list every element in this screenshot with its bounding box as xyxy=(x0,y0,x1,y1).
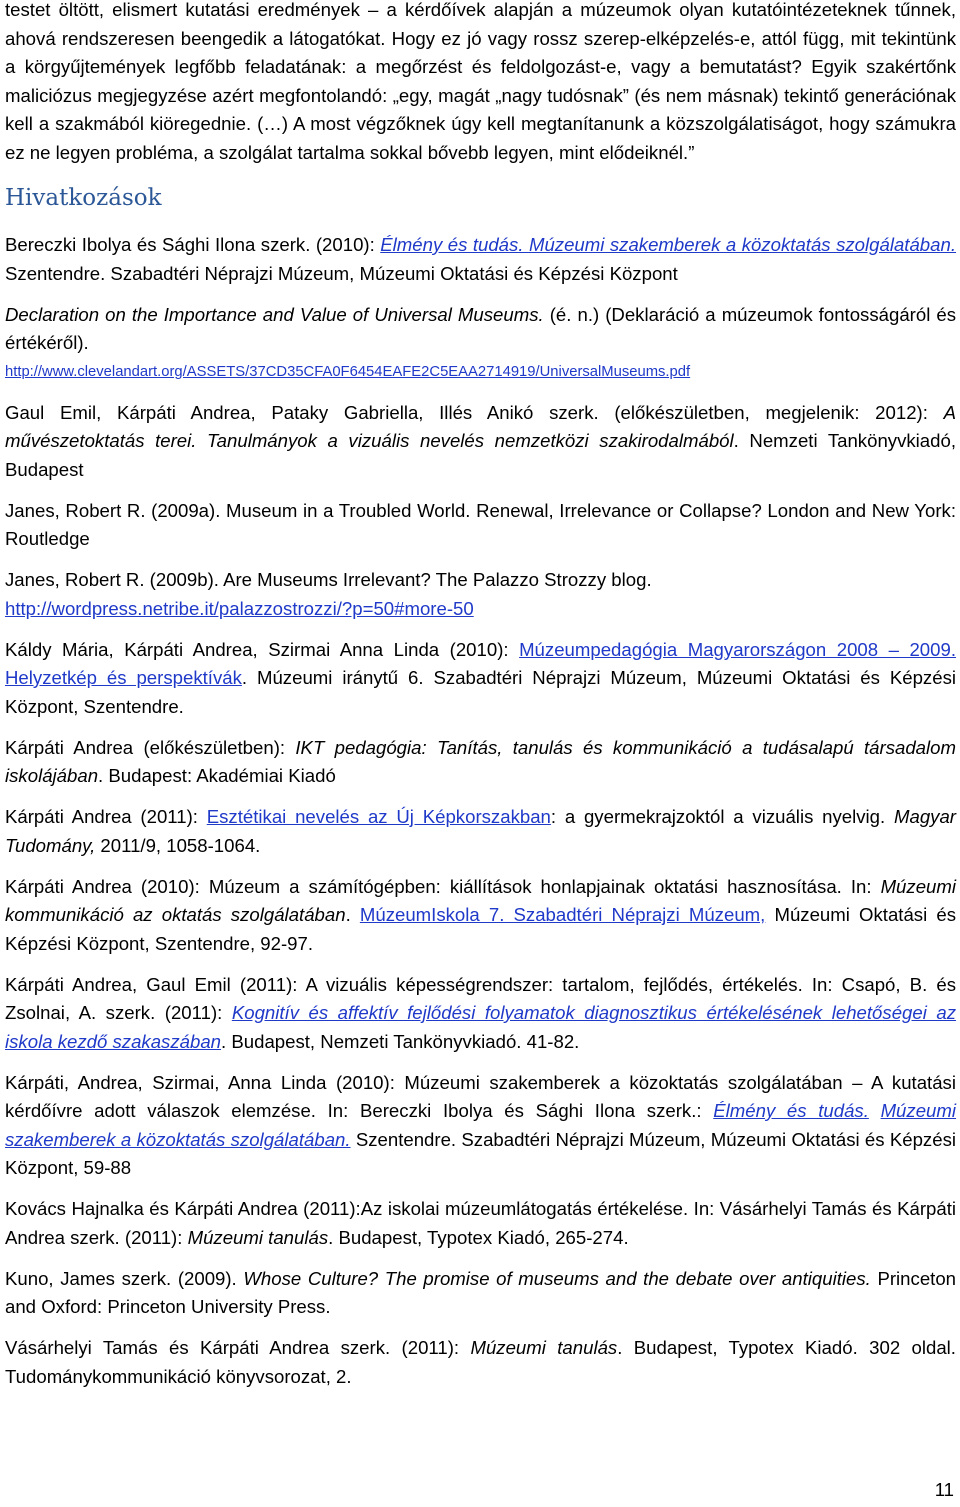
reference-text: . xyxy=(345,904,360,925)
reference-title: Whose Culture? The promise of museums and the debate over antiquities. xyxy=(243,1267,871,1289)
reference-text: Kovács Hajnalka és Kárpáti Andrea (2011):Az iskolai múzeumlátogatás értékelése. In: Vásárhelyi Tamás és Kárpáti Andrea szerk. (2011): xyxy=(5,1198,956,1248)
reference-title: Múzeumi tanulás xyxy=(470,1337,618,1358)
reference-item xyxy=(5,1334,956,1391)
reference-link[interactable]: Élmény és tudás. xyxy=(713,1100,869,1121)
reference-item xyxy=(5,1069,956,1183)
reference-item xyxy=(5,803,956,860)
page-number: 11 xyxy=(934,1479,954,1500)
reference-title: IKT pedagógia: Tanítás, tanulás és kommunikáció a tudásalapú társadalom iskolájában xyxy=(5,736,956,786)
reference-text: . Múzeumi iránytű 6. Szabadtéri Néprajzi Múzeum, Múzeumi Oktatási és Képzési Központ, Szentendre. xyxy=(5,667,956,717)
reference-url-link[interactable]: http://wordpress.netribe.it/palazzostrozzi/?p=50#more-50 xyxy=(5,597,474,619)
reference-text: . Budapest, Typotex Kiadó, 265-274. xyxy=(328,1226,629,1248)
reference-text: Kárpáti Andrea (2011): xyxy=(5,806,207,827)
reference-item xyxy=(5,636,956,722)
reference-text: Princeton and Oxford: Princeton University Press. xyxy=(5,1267,957,1317)
reference-text: Gaul Emil, Kárpáti Andrea, Pataky Gabriella, Illés Anikó szerk. (előkészületben, megjelenik: 2012): xyxy=(5,401,944,423)
reference-list xyxy=(5,231,956,1391)
reference-link[interactable]: Élmény és tudás. Múzeumi szakemberek a közoktatás szolgálatában. xyxy=(380,234,956,255)
reference-link[interactable]: Esztétikai nevelés az Új Képkorszakban xyxy=(206,806,551,827)
reference-item xyxy=(5,231,956,288)
reference-text: Kuno, James szerk. (2009). xyxy=(5,1267,244,1289)
reference-text: . Budapest, Nemzeti Tankönyvkiadó. 41-82. xyxy=(221,1030,580,1052)
reference-text: Bereczki Ibolya és Sághi Ilona szerk. (2010): xyxy=(5,234,381,255)
reference-text xyxy=(869,1100,881,1121)
reference-item xyxy=(5,873,956,959)
reference-text: . Budapest, Typotex Kiadó. 302 oldal. Tudománykommunikáció könyvsorozat, 2. xyxy=(5,1337,956,1387)
reference-title: A művészetoktatás terei. Tanulmányok a vizuális nevelés nemzetközi szakirodalmából xyxy=(5,401,956,451)
reference-text: (é. n.) (Deklaráció a múzeumok fontosságáról és értékéről). xyxy=(5,303,957,353)
reference-link[interactable]: Múzeumi szakemberek a közoktatás szolgálatában. xyxy=(5,1100,956,1150)
reference-text: Kárpáti, Andrea, Szirmai, Anna Linda (2010): Múzeumi szakemberek a közoktatás szolgálatában – A kutatási kérdőívre adott válaszok elemzése. In: Bereczki Ibolya és Sághi Ilona szerk.: xyxy=(5,1071,956,1121)
reference-title: Declaration on the Importance and Value of Universal Museums. xyxy=(5,303,544,325)
reference-item xyxy=(5,734,956,791)
reference-title: Múzeumi kommunikáció az oktatás szolgálatában xyxy=(5,875,956,925)
document-page xyxy=(5,0,956,1404)
reference-text: Szentendre. Szabadtéri Néprajzi Múzeum, Múzeumi Oktatási és Képzési Központ, 59-88 xyxy=(5,1128,956,1178)
reference-item xyxy=(5,1195,956,1252)
reference-text: Janes, Robert R. (2009a). Museum in a Troubled World. Renewal, Irrelevance or Collapse? London and New York: Routledge xyxy=(5,499,956,549)
reference-text: Kárpáti Andrea (előkészületben): xyxy=(5,736,296,758)
reference-item xyxy=(5,1265,956,1322)
reference-item xyxy=(5,497,956,554)
reference-link[interactable]: Múzeumpedagógia Magyarországon 2008 – 2009. Helyzetkép és perspektívák xyxy=(5,638,956,688)
reference-text: Vásárhelyi Tamás és Kárpáti Andrea szerk. (2011): xyxy=(5,1337,471,1358)
reference-item xyxy=(5,301,956,387)
reference-link[interactable]: Kognitív és affektív fejlődési folyamatok diagnosztikus értékelésének lehetőségei az iskola kezdő szakaszában xyxy=(5,1002,956,1052)
reference-text: Kárpáti Andrea (2010): Múzeum a számítógépben: kiállítások honlapjainak oktatási hasznosítása. In: xyxy=(5,875,881,897)
reference-item xyxy=(5,399,956,485)
intro-paragraph: testet öltött, elismert kutatási eredmények – a kérdőívek alapján a múzeumok olyan kutatóintézeteknek tűnnek, ahová rendszeresen beengedik a látogatókat. Hogy ez jó vagy rossz szerep-elképzelés-e, attól függ, mit tekintünk a körgyűjtemények legfőbb feladatának: a megőrzést és feldolgozást-e, vagy a bemutatást? Egyik szakértőnk maliciózus megjegyzése azért megfontolandó: „egy, magát „nagy tudósnak” (és nem másnak) tekintő generációnak kell a szakmából kiöregednie. (…) A most végzőknek úgy kell megtanítanunk a közszolgálatiságot, hogy számukra ez ne legyen probléma, a szolgálat tartalma sokkal bővebb legyen, mint elődeiknél.” xyxy=(5,0,956,163)
reference-text: Káldy Mária, Kárpáti Andrea, Szirmai Anna Linda (2010): xyxy=(5,638,520,660)
reference-text: : a gyermekrajzoktól a vizuális nyelvig. xyxy=(550,806,894,827)
reference-text: . Nemzeti Tankönyvkiadó, Budapest xyxy=(5,430,956,480)
reference-title: Múzeumi tanulás xyxy=(187,1226,329,1248)
reference-journal: Magyar Tudomány, xyxy=(5,806,956,856)
reference-text: Kárpáti Andrea, Gaul Emil (2011): A vizuális képességrendszer: tartalom, fejlődés, értékelés. In: Csapó, B. és Zsolnai, A. szerk. (2011): xyxy=(5,973,956,1023)
reference-item xyxy=(5,971,956,1057)
reference-url-link[interactable]: http://www.clevelandart.org/ASSETS/37CD35CFA0F6454EAFE2C5EAA2714919/UniversalMuseums.pdf xyxy=(5,363,691,380)
references-heading: Hivatkozások xyxy=(5,185,162,211)
reference-text: Janes, Robert R. (2009b). Are Museums Irrelevant? The Palazzo Strozzy blog. xyxy=(5,569,652,590)
reference-item xyxy=(5,566,956,623)
reference-text: 2011/9, 1058-1064. xyxy=(95,834,261,856)
reference-text: Múzeumi Oktatási és Képzési Központ, Szentendre, 92-97. xyxy=(5,904,956,954)
reference-text: Szentendre. Szabadtéri Néprajzi Múzeum, Múzeumi Oktatási és Képzési Központ xyxy=(5,262,678,284)
reference-link[interactable]: MúzeumIskola 7. Szabadtéri Néprajzi Múzeum, xyxy=(359,904,766,925)
reference-text: . Budapest: Akadémiai Kiadó xyxy=(98,765,336,786)
